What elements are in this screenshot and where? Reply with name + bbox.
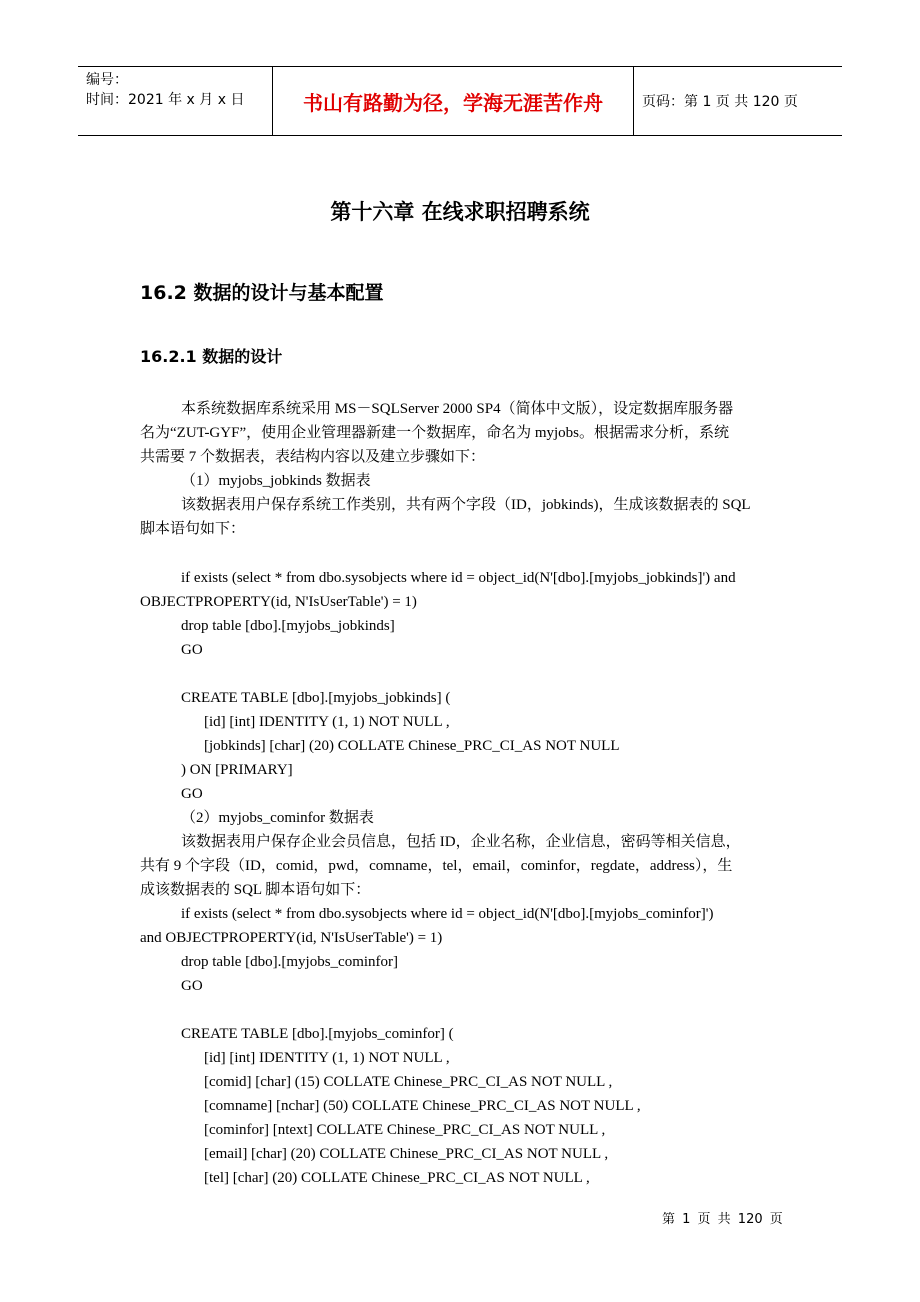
- header-motto: 书山有路勤为径，学海无涯苦作舟: [273, 67, 634, 135]
- code-line: GO: [181, 642, 203, 658]
- code-line: if exists (select * from dbo.sysobjects where id = object_id(N'[dbo].[myjobs_jobkinds]') and: [181, 570, 736, 586]
- code-line: drop table [dbo].[myjobs_jobkinds]: [181, 618, 395, 634]
- code-line: [id] [int] IDENTITY (1, 1) NOT NULL ,: [204, 1050, 450, 1066]
- code-line: GO: [181, 786, 203, 802]
- code-line: [jobkinds] [char] (20) COLLATE Chinese_PRC_CI_AS NOT NULL: [204, 738, 620, 754]
- subsection-title: 16.2.1 数据的设计: [140, 347, 283, 366]
- code-line: OBJECTPROPERTY(id, N'IsUserTable') = 1): [140, 594, 417, 610]
- text-line: （1）myjobs_jobkinds 数据表: [181, 473, 371, 489]
- code-line: CREATE TABLE [dbo].[myjobs_cominfor] (: [181, 1026, 454, 1042]
- text-line: 名为“ZUT-GYF”，使用企业管理器新建一个数据库，命名为 myjobs。根据需求分析，系统: [140, 425, 730, 441]
- text-line: 该数据表用户保存企业会员信息，包括 ID，企业名称，企业信息，密码等相关信息，: [181, 834, 741, 850]
- text-line: 共有 9 个字段（ID，comid，pwd，comname，tel，email，cominfor，regdate，address），生: [140, 858, 733, 874]
- text-line: 成该数据表的 SQL 脚本语句如下：: [140, 882, 371, 898]
- code-line: ) ON [PRIMARY]: [181, 762, 293, 778]
- number-label: 编号：: [86, 72, 128, 88]
- code-line: GO: [181, 978, 203, 994]
- page-info: 页码：第 1 页 共 120 页: [642, 94, 798, 110]
- code-line: if exists (select * from dbo.sysobjects where id = object_id(N'[dbo].[myjobs_cominfor]'): [181, 906, 714, 922]
- code-line: drop table [dbo].[myjobs_cominfor]: [181, 954, 399, 970]
- code-line: [email] [char] (20) COLLATE Chinese_PRC_CI_AS NOT NULL ,: [204, 1146, 609, 1162]
- code-line: [comname] [nchar] (50) COLLATE Chinese_PRC_CI_AS NOT NULL ,: [204, 1098, 641, 1114]
- section-title: 16.2 数据的设计与基本配置: [140, 282, 384, 304]
- page-footer: 第 1 页 共 120 页: [662, 1212, 783, 1227]
- code-line: and OBJECTPROPERTY(id, N'IsUserTable') = 1): [140, 930, 443, 946]
- text-line: 脚本语句如下：: [140, 521, 246, 537]
- text-line: 本系统数据库系统采用 MS－SQLServer 2000 SP4（简体中文版），设定数据库服务器: [181, 401, 734, 417]
- header-info-cell: [78, 67, 273, 135]
- date-label: 时间：2021 年 x 月 x 日: [86, 92, 245, 108]
- code-line: [tel] [char] (20) COLLATE Chinese_PRC_CI_AS NOT NULL ,: [204, 1170, 590, 1186]
- header-page-info-cell: [634, 67, 842, 135]
- chapter-title: 第十六章 在线求职招聘系统: [330, 200, 590, 224]
- code-line: CREATE TABLE [dbo].[myjobs_jobkinds] (: [181, 690, 451, 706]
- code-line: [comid] [char] (15) COLLATE Chinese_PRC_CI_AS NOT NULL ,: [204, 1074, 613, 1090]
- text-line: 共需要 7 个数据表，表结构内容以及建立步骤如下：: [140, 449, 486, 465]
- page-header: [78, 66, 842, 136]
- code-line: [id] [int] IDENTITY (1, 1) NOT NULL ,: [204, 714, 450, 730]
- text-line: （2）myjobs_cominfor 数据表: [181, 810, 374, 826]
- text-line: 该数据表用户保存系统工作类别，共有两个字段（ID，jobkinds)，生成该数据表的 SQL: [181, 497, 751, 513]
- code-line: [cominfor] [ntext] COLLATE Chinese_PRC_CI_AS NOT NULL ,: [204, 1122, 606, 1138]
